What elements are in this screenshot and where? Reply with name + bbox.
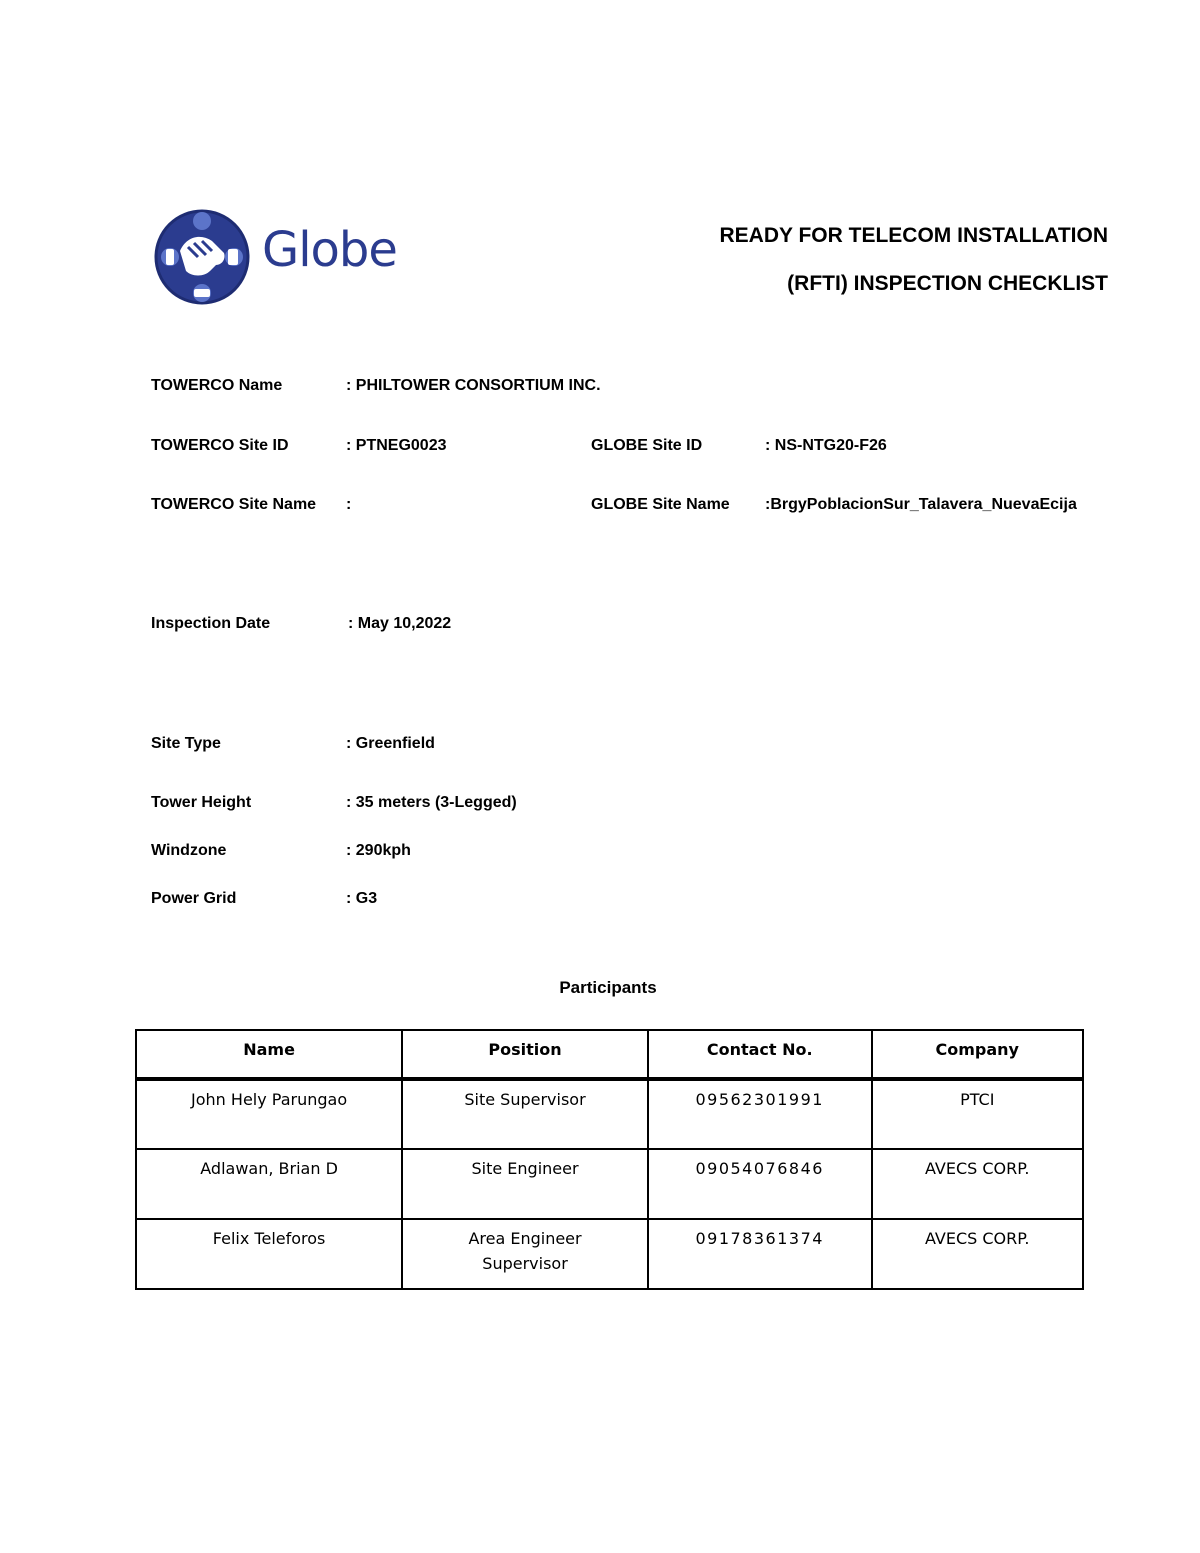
- participants-heading: Participants: [559, 978, 657, 997]
- globe-site-name-value: :BrgyPoblacionSur_Talavera_NuevaEcija: [765, 496, 1077, 513]
- participant-contact: 09054076846: [648, 1149, 872, 1219]
- site-type-label: Site Type: [151, 735, 221, 752]
- tower-height-label: Tower Height: [151, 794, 252, 811]
- participant-name: John Hely Parungao: [136, 1079, 402, 1149]
- participant-company: PTCI: [872, 1079, 1084, 1149]
- participant-company: AVECS CORP.: [872, 1149, 1084, 1219]
- towerco-name-value: : PHILTOWER CONSORTIUM INC.: [346, 377, 601, 394]
- globe-site-id-label: GLOBE Site ID: [591, 437, 703, 454]
- windzone-label: Windzone: [151, 842, 227, 859]
- participant-contact: 09562301991: [648, 1079, 872, 1149]
- site-type-value: : Greenfield: [346, 735, 435, 752]
- participants-table: [135, 1029, 1084, 1290]
- document-title-line-1: READY FOR TELECOM INSTALLATION: [719, 224, 1108, 247]
- power-grid-label: Power Grid: [151, 890, 237, 907]
- globe-site-name-label: GLOBE Site Name: [591, 496, 730, 513]
- table-row: [136, 1149, 1083, 1219]
- power-grid-value: : G3: [346, 890, 378, 907]
- column-header-contact: Contact No.: [648, 1030, 872, 1079]
- table-row: [136, 1219, 1083, 1289]
- participant-position: Area Engineer Supervisor: [402, 1219, 648, 1289]
- participant-name: Felix Teleforos: [136, 1219, 402, 1289]
- towerco-site-id-label: TOWERCO Site ID: [151, 437, 289, 454]
- inspection-date-label: Inspection Date: [151, 615, 271, 632]
- windzone-value: : 290kph: [346, 842, 411, 859]
- globe-emblem-icon: [152, 207, 252, 307]
- tower-height-value: : 35 meters (3-Legged): [346, 794, 517, 811]
- column-header-company: Company: [872, 1030, 1084, 1079]
- towerco-site-name-label: TOWERCO Site Name: [151, 496, 317, 513]
- table-header-row: [136, 1030, 1083, 1079]
- participant-company: AVECS CORP.: [872, 1219, 1084, 1289]
- participant-position: Site Supervisor: [402, 1079, 648, 1149]
- column-header-name: Name: [136, 1030, 402, 1079]
- towerco-site-id-value: : PTNEG0023: [346, 437, 447, 454]
- document-title-line-2: (RFTI) INSPECTION CHECKLIST: [787, 272, 1108, 295]
- participant-contact: 09178361374: [648, 1219, 872, 1289]
- participant-name: Adlawan, Brian D: [136, 1149, 402, 1219]
- globe-site-id-value: : NS-NTG20-F26: [765, 437, 887, 454]
- table-row: [136, 1079, 1083, 1149]
- participant-position: Site Engineer: [402, 1149, 648, 1219]
- inspection-date-value: : May 10,2022: [348, 615, 452, 632]
- towerco-site-name-value: :: [346, 496, 352, 513]
- column-header-position: Position: [402, 1030, 648, 1079]
- towerco-name-label: TOWERCO Name: [151, 377, 283, 394]
- brand-wordmark: Globe: [262, 222, 397, 278]
